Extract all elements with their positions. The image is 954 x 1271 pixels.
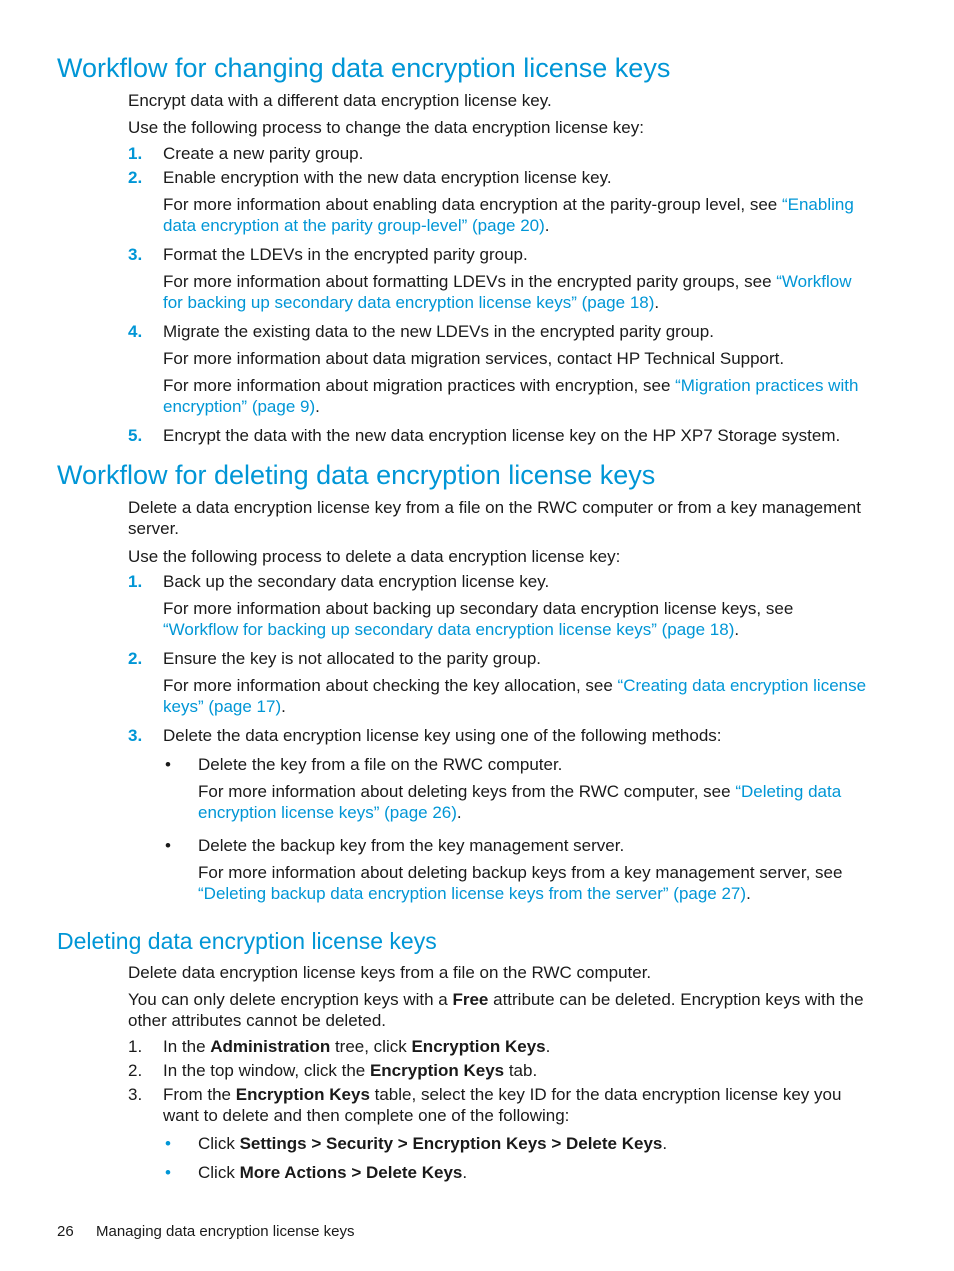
step-number: 4. (128, 322, 143, 341)
text: You can only delete encryption keys with a (128, 990, 453, 1009)
step-note: For more information about migration practices with encryption, see “Migration practices with encryption” (page 9). (163, 376, 859, 416)
step-number: 2. (128, 168, 143, 187)
step-text: Create a new parity group. (163, 144, 364, 163)
step-note: For more information about backing up secondary data encryption license keys, see “Workflow for backing up secondary data encryption license keys” (page 18). (163, 599, 794, 639)
note-text: For more information about enabling data encryption at the parity-group level, see (163, 195, 782, 214)
text: attribute can be deleted. Encryption keys with the other attributes cannot be deleted. (128, 990, 864, 1030)
paragraph: Delete a data encryption license key from a file on the RWC computer or from a key management server. (128, 498, 861, 538)
note-text: For more information about deleting backup keys from a key management server, see (198, 863, 843, 882)
step-number: 2. (128, 649, 143, 668)
text: Click (198, 1163, 240, 1182)
bullet-text: Delete the key from a file on the RWC computer. (198, 755, 563, 774)
step-text: Back up the secondary data encryption license key. (163, 572, 550, 591)
bullet-text: Delete the backup key from the key management server. (198, 836, 625, 855)
step-text: Delete the data encryption license key using one of the following methods: (163, 726, 722, 745)
bullet-icon: • (165, 1134, 171, 1153)
paragraph: Delete data encryption license keys from a file on the RWC computer. (128, 963, 652, 982)
ui-term: Encryption Keys (411, 1037, 546, 1056)
step-note: For more information about data migration services, contact HP Technical Support. (163, 349, 785, 368)
text: In the top window, click the (163, 1061, 370, 1080)
cross-reference-link[interactable]: “Workflow for backing up secondary data encryption license keys” (page 18) (163, 620, 735, 639)
subsection-heading: Deleting data encryption license keys (57, 928, 437, 954)
step-text: Ensure the key is not allocated to the parity group. (163, 649, 542, 668)
text: table, select the key ID for the data encryption license key you want to delete and then complete one of the following: (163, 1085, 842, 1125)
text: . (462, 1163, 468, 1182)
paragraph: Encrypt data with a different data encryption license key. (128, 91, 552, 110)
bullet-icon: • (165, 836, 171, 855)
paragraph (128, 989, 870, 1031)
bullet-icon: • (165, 1163, 171, 1182)
text: In the (163, 1037, 211, 1056)
note-text: For more information about formatting LDEVs in the encrypted parity groups, see (163, 272, 777, 291)
step-number: 1. (128, 572, 143, 591)
step-text (163, 1036, 869, 1057)
step-note: For more information about checking the key allocation, see “Creating data encryption license keys” (page 17). (163, 676, 867, 716)
ui-term: Encryption Keys (369, 1061, 505, 1080)
text: tab. (504, 1061, 538, 1080)
text: tree, click (330, 1037, 412, 1056)
step-number: 2. (128, 1061, 143, 1080)
text: Click (198, 1134, 240, 1153)
step-text: Migrate the existing data to the new LDEVs in the encrypted parity group. (163, 322, 714, 341)
paragraph: Use the following process to delete a data encryption license key: (128, 547, 621, 566)
cross-reference-link[interactable]: “Migration practices with encryption” (page 9) (163, 376, 859, 416)
cross-reference-link[interactable]: “Deleting data encryption license keys” (page 26) (198, 782, 842, 822)
ui-term: Encryption Keys (235, 1085, 370, 1104)
ui-term: Administration (210, 1037, 331, 1056)
step-number: 1. (128, 1037, 143, 1056)
step-text: Format the LDEVs in the encrypted parity group. (163, 245, 528, 264)
menu-path: More Actions > Delete Keys (239, 1163, 463, 1182)
cross-reference-link[interactable]: “Deleting backup data encryption license keys from the server” (page 27) (198, 884, 747, 903)
note-text: For more information about checking the key allocation, see (163, 676, 618, 695)
paragraph: Use the following process to change the data encryption license key: (128, 118, 644, 137)
note-text: For more information about deleting keys from the RWC computer, see (198, 782, 736, 801)
cross-reference-link[interactable]: “Enabling data encryption at the parity group-level” (page 20) (163, 195, 854, 235)
cross-reference-link[interactable]: “Workflow for backing up secondary data encryption license keys” (page 18) (163, 272, 852, 312)
step-text (163, 1060, 869, 1081)
bullet-note: For more information about deleting backup keys from a key management server, see “Deleting backup data encryption license keys from the server” (page 27). (198, 863, 843, 903)
step-number: 5. (128, 426, 143, 445)
step-number: 3. (128, 726, 143, 745)
step-text: Encrypt the data with the new data encryption license key on the HP XP7 Storage system. (163, 426, 841, 445)
step-number: 3. (128, 1085, 143, 1104)
menu-path: Settings > Security > Encryption Keys > Delete Keys (239, 1134, 663, 1153)
step-note: For more information about formatting LDEVs in the encrypted parity groups, see “Workflow for backing up secondary data encryption license keys” (page 18). (163, 272, 852, 312)
page-number: 26 (57, 1223, 74, 1240)
bullet-text (198, 1133, 869, 1154)
text: . (662, 1134, 668, 1153)
text: From the (163, 1085, 236, 1104)
text: . (545, 1037, 551, 1056)
step-number: 1. (128, 144, 143, 163)
step-text (163, 1084, 869, 1126)
step-note: For more information about enabling data encryption at the parity-group level, see “Enabling data encryption at the parity group-level” (page 20). (163, 195, 854, 235)
cross-reference-link[interactable]: “Creating data encryption license keys” (page 17) (163, 676, 867, 716)
running-footer-title: Managing data encryption license keys (96, 1223, 355, 1240)
step-text: Enable encryption with the new data encryption license key. (163, 168, 612, 187)
bullet-note: For more information about deleting keys from the RWC computer, see “Deleting data encryption license keys” (page 26). (198, 782, 842, 822)
bullet-icon: • (165, 755, 171, 774)
bullet-text (198, 1162, 869, 1183)
note-text: For more information about backing up secondary data encryption license keys, see (163, 599, 794, 618)
step-number: 3. (128, 245, 143, 264)
section-heading-deleting: Workflow for deleting data encryption license keys (57, 460, 656, 490)
note-text: For more information about migration practices with encryption, see (163, 376, 676, 395)
ui-term: Free (452, 990, 489, 1009)
section-heading-changing: Workflow for changing data encryption license keys (57, 53, 671, 83)
